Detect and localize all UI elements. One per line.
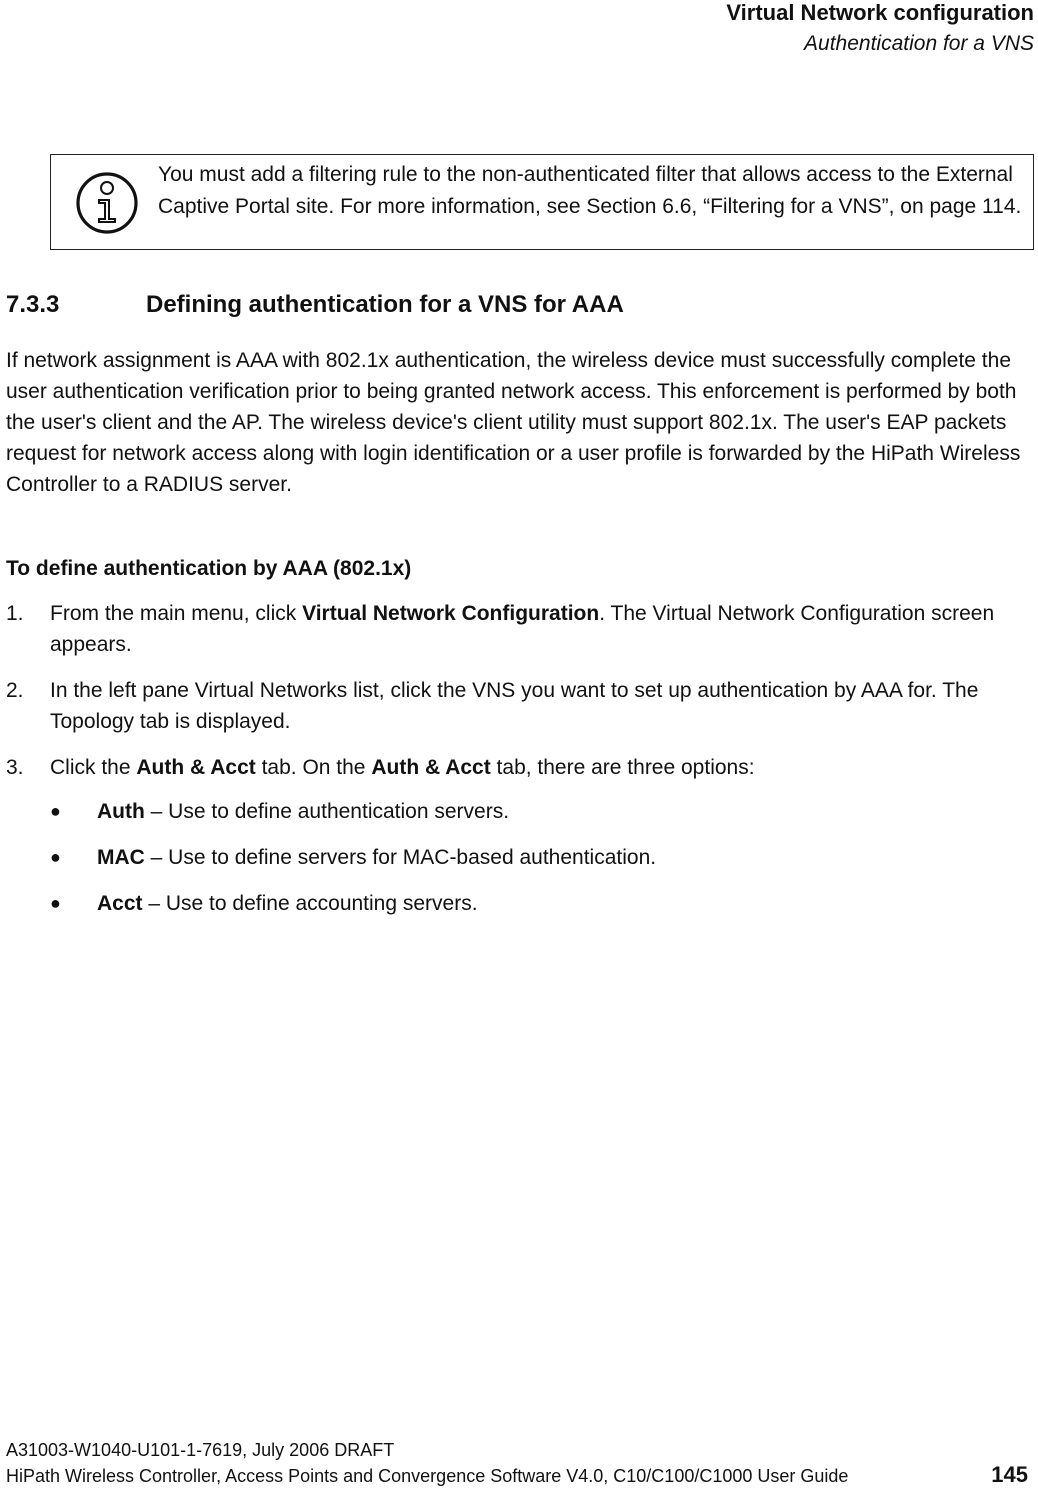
note-box [50,154,1034,250]
step-number: 1. [6,602,24,625]
bullet-term: MAC [97,846,145,869]
step-text: tab. On the [255,756,372,779]
bullet-item [50,888,478,919]
tab-reference: Auth & Acct [136,756,256,779]
section-number: 7.3.3 [6,291,60,318]
info-icon [75,171,139,235]
bullet-item [50,796,509,827]
step-1 [6,598,1032,660]
bullet-term: Auth [97,800,145,823]
bullet-icon: ● [50,847,61,867]
step-text: . The Virtual Network Configuration screen appears. [50,602,995,656]
step-number: 3. [6,756,24,779]
bullet-desc: – Use to define servers for MAC-based authentication. [144,846,657,869]
step-number: 2. [6,679,24,702]
bullet-desc: – Use to define authentication servers. [144,800,510,823]
running-header-title: Virtual Network configuration [726,0,1034,25]
bullet-icon: ● [50,893,61,913]
step-text: From the main menu, click [50,602,303,625]
step-text: In the left pane Virtual Networks list, click the VNS you want to set up authentication by AAA for. The Topology tab is displayed. [50,679,979,733]
step-text: Click the [50,756,137,779]
menu-item-reference: Virtual Network Configuration [302,602,600,625]
step-2 [6,675,1032,737]
step-text: tab, there are three options: [490,756,755,779]
intro-paragraph: If network assignment is AAA with 802.1x authentication, the wireless device must successfully complete the user authentication verification prior to being granted network access. This enforcement is performed by both the user's client and the AP. The wireless device's client utility must support 802.1x. The user's EAP packets request for network access along with login identification or a user profile is forwarded by the HiPath Wireless Controller to a RADIUS server. [6,349,1021,496]
section-title: Defining authentication for a VNS for AAA [146,291,624,318]
footer-guide-title: HiPath Wireless Controller, Access Points and Convergence Software V4.0, C10/C100/C1000 User Guide [6,1466,849,1486]
tab-reference: Auth & Acct [371,756,491,779]
procedure-title: To define authentication by AAA (802.1x) [6,557,412,580]
bullet-term: Acct [97,892,143,915]
note-text: You must add a filtering rule to the non-authenticated filter that allows access to the External Captive Portal site. For more information, see Section 6.6, “Filtering for a VNS”, on page 114. [158,163,1022,218]
bullet-icon: ● [50,801,61,821]
page-number: 145 [991,1462,1028,1487]
running-header-subtitle: Authentication for a VNS [804,32,1034,55]
bullet-desc: – Use to define accounting servers. [142,892,478,915]
bullet-item [50,842,656,873]
footer-doc-id: A31003-W1040-U101-1-7619, July 2006 DRAFT [6,1440,395,1460]
step-3 [6,752,1032,783]
